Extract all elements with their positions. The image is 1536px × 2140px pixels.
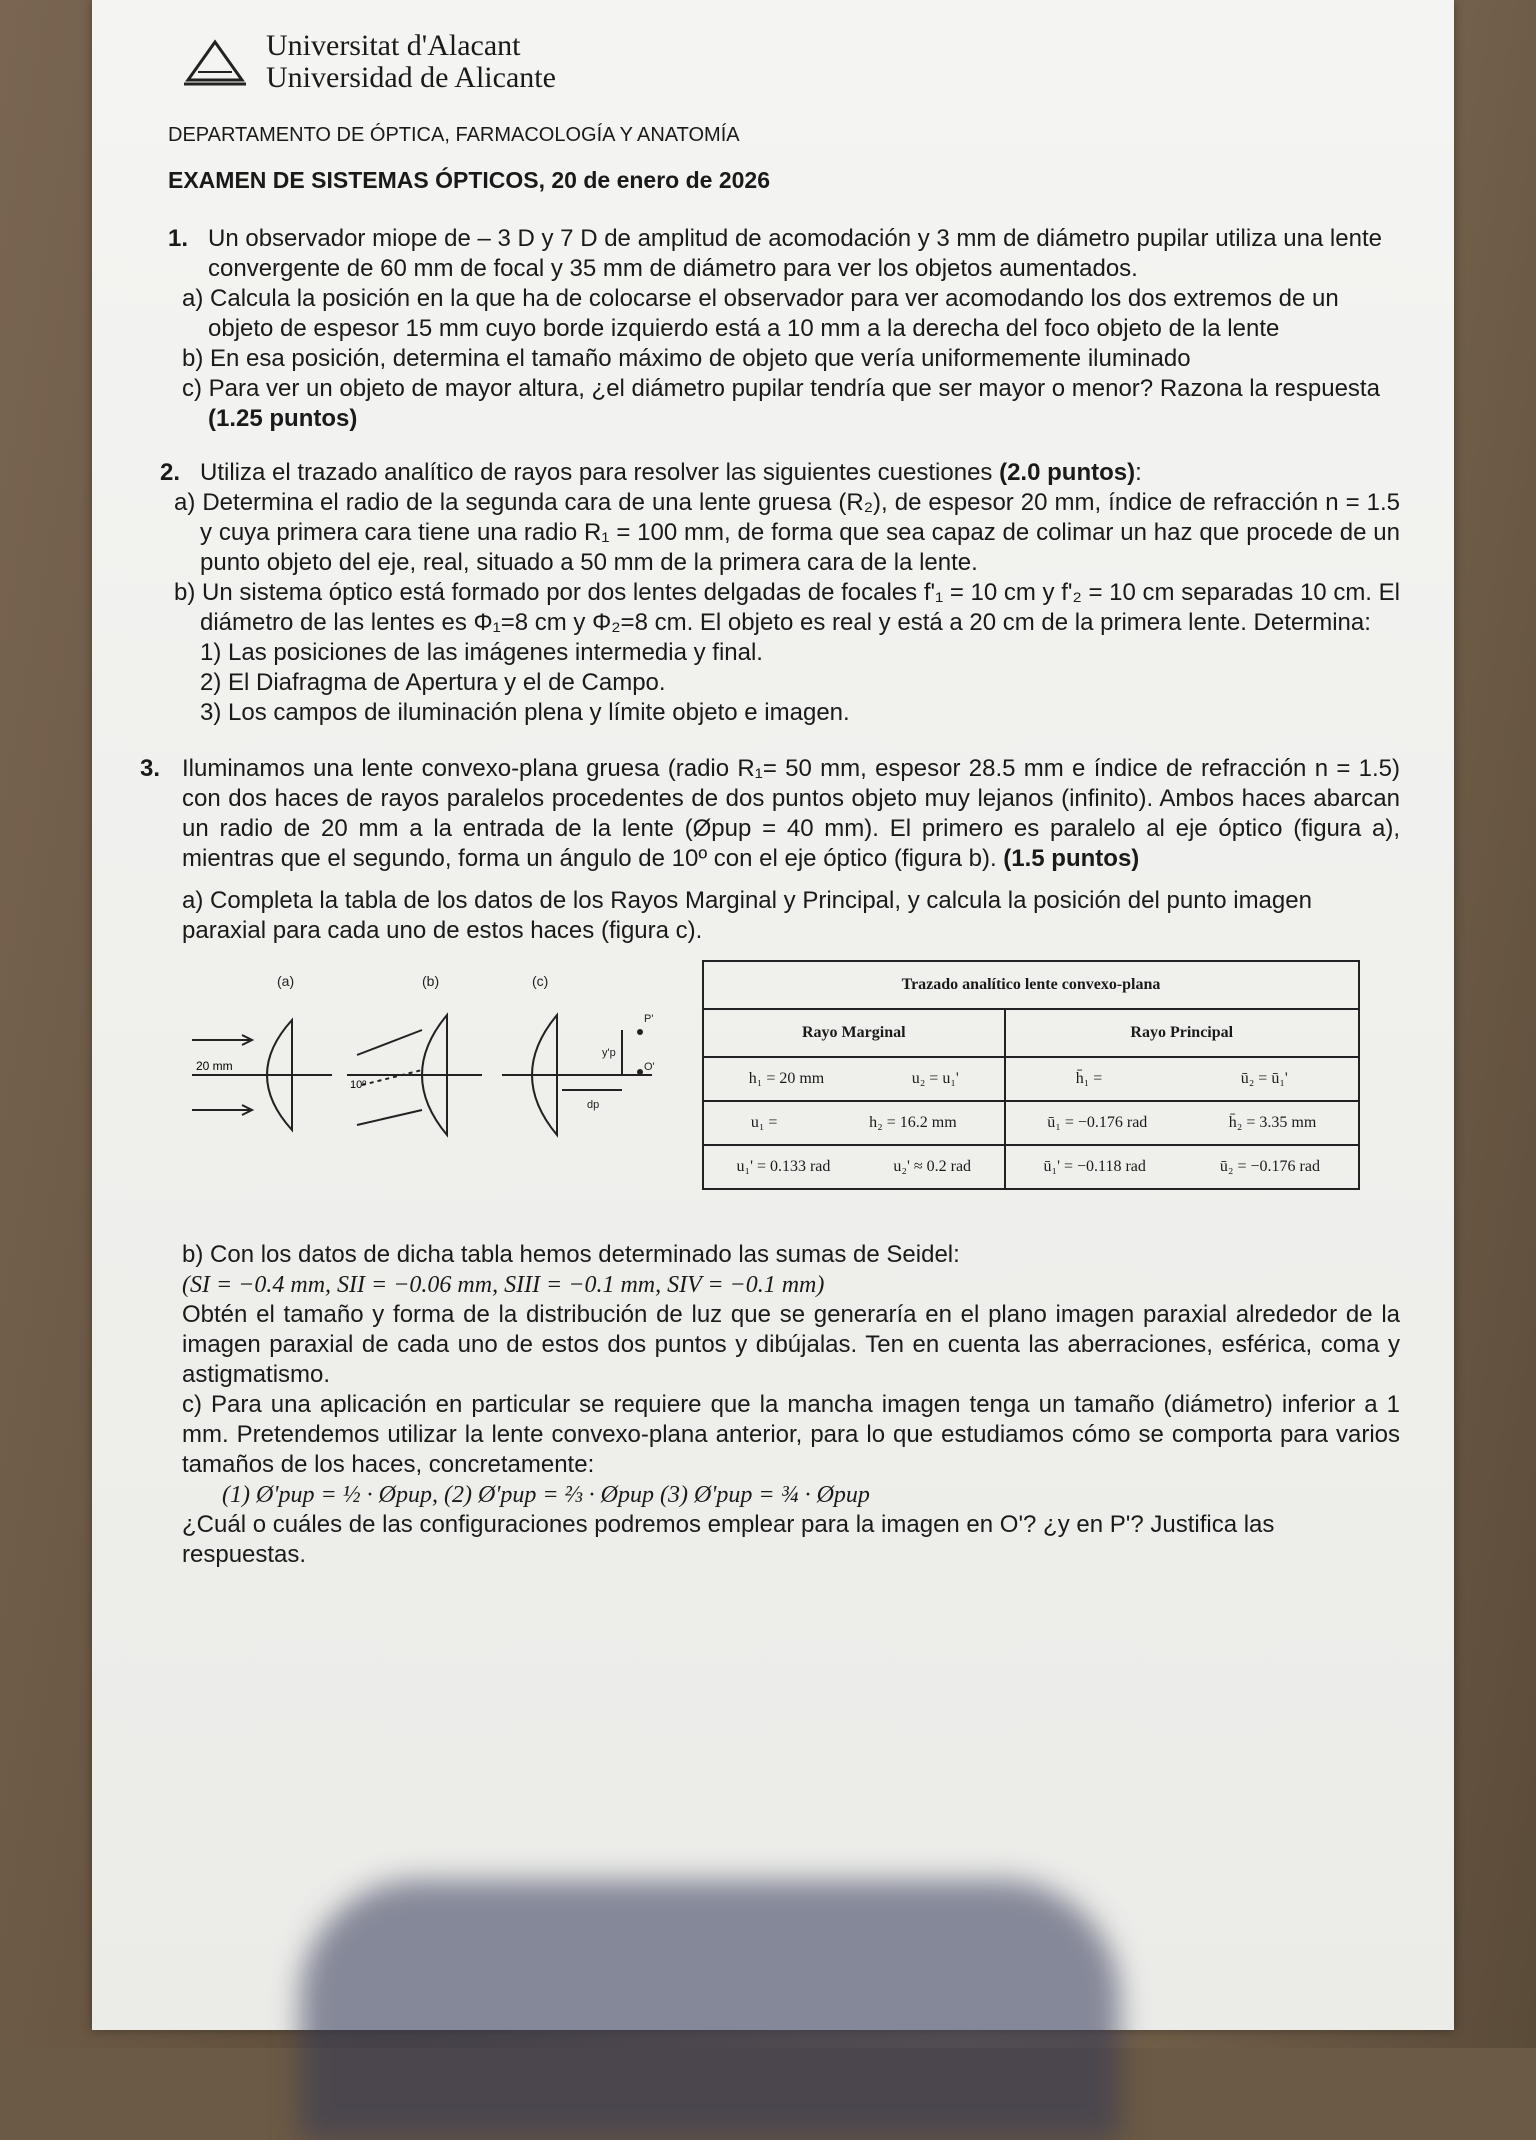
exam-content [140, 29, 1400, 1570]
subquestion-b3: 3) Los campos de iluminación plena y límite objeto e imagen. [200, 699, 850, 726]
subquestion-b: b) Con los datos de dicha tabla hemos determinado las sumas de Seidel: [182, 1241, 960, 1268]
question-1 [168, 224, 1400, 434]
department: DEPARTAMENTO DE ÓPTICA, FARMACOLOGÍA Y ANATOMÍA [168, 124, 740, 146]
table-row: u₁' = 0.133 rad u₂' ≈ 0.2 rad ū₁' = −0.118 rad ū₂ = −0.176 rad [703, 1145, 1359, 1189]
lens-diagrams [182, 960, 702, 1180]
fig-label-c: (c) [532, 973, 549, 989]
figure-c [502, 1015, 652, 1135]
question-intro: Iluminamos una lente convexo-plana gruesa (radio R₁= 50 mm, espesor 28.5 mm e índice de refracción n = 1.5) con dos haces de rayos paralelos procedentes de dos puntos objeto muy lejanos (infinito). Ambos haces abarcan un radio de 20 mm a la entrada de la lente (Øpup = 40 mm). El primero es paralelo al eje óptico (figura a), mientras que el segundo, forma un ángulo de 10º con el eje óptico (figura b). (1.5 puntos) [182, 755, 1400, 872]
fig-label-a: (a) [277, 973, 295, 989]
subquestion-a: a) Determina el radio de la segunda cara de una lente gruesa (R₂), de espesor 20 mm, índice de refracción n = 1.5 y cuya primera cara tiene una radio R₁ = 100 mm, de forma que sea capaz de colimar un haz que procede de un punto objeto del eje, real, situado a 50 mm de la primera cara de la lente. [174, 489, 1400, 576]
ray-tracing-table [702, 960, 1360, 1190]
column-principal: Rayo Principal [1005, 1009, 1359, 1057]
question-number: 2. [160, 459, 181, 486]
image-height-label: y'p [602, 1047, 616, 1059]
question-number: 1. [168, 225, 189, 252]
subquestion-b2: 2) El Diafragma de Apertura y el de Campo. [200, 669, 666, 696]
question-number: 3. [140, 755, 161, 782]
subquestion-c: c) Para ver un objeto de mayor altura, ¿el diámetro pupilar tendría que ser mayor o menor? Razona la respuesta (1.25 puntos) [182, 375, 1380, 432]
image-point-p: P' [644, 1013, 654, 1025]
question-intro: Utiliza el trazado analítico de rayos para resolver las siguientes cuestiones (2.0 puntos): [200, 459, 1142, 486]
subquestion-c: c) Para una aplicación en particular se requiere que la mancha imagen tenga un tamaño (diámetro) inferior a 1 mm. Pretendemos utilizar la lente convexo-plana anterior, para lo que estudiamos cómo se comporta para varios tamaños de los haces, concretamente: [182, 1391, 1400, 1478]
figure-a [192, 1020, 332, 1130]
subquestion-b: b) Un sistema óptico está formado por dos lentes delgadas de focales f'₁ = 10 cm y f'₂ = 10 cm separadas 10 cm. El diámetro de las lentes es Φ₁=8 cm y Φ₂=8 cm. El objeto es real y está a 20 cm de la primera lente. Determina: [174, 579, 1400, 636]
image-distance-label: dp [587, 1099, 600, 1111]
subquestion-b: b) En esa posición, determina el tamaño máximo de objeto que vería uniformemente iluminado [182, 345, 1191, 372]
university-name-es: Universidad de Alicante [266, 61, 556, 94]
question-intro: Un observador miope de – 3 D y 7 D de amplitud de acomodación y 3 mm de diámetro pupilar utiliza una lente convergente de 60 mm de focal y 35 mm de diámetro para ver los objetos aumentados. [208, 225, 1382, 282]
table-row: h₁ = 20 mm u₂ = u₁' h̄₁ = ū₂ = ū₁' [703, 1057, 1359, 1101]
points: (1.25 puntos) [208, 405, 358, 432]
question-2 [160, 458, 1400, 728]
table-row: u₁ = h₂ = 16.2 mm ū₁ = −0.176 rad h̄₂ = 3.35 mm [703, 1101, 1359, 1145]
final-question: ¿Cuál o cuáles de las configuraciones podremos emplear para la imagen en O'? ¿y en P'? Justifica las respuestas. [182, 1511, 1275, 1568]
pupil-configurations: (1) Ø'pup = ½ · Øpup, (2) Ø'pup = ⅔ · Øpup (3) Ø'pup = ¾ · Øpup [222, 1482, 870, 1508]
points: (1.5 puntos) [1003, 845, 1140, 872]
angle-label: 10º [350, 1079, 367, 1091]
figure-row [182, 960, 1400, 1190]
column-marginal: Rayo Marginal [703, 1009, 1005, 1057]
fig-label-b: (b) [422, 973, 440, 989]
photo-shadow [300, 1880, 1120, 2140]
image-point-o: O' [644, 1061, 655, 1073]
points: (2.0 puntos) [999, 459, 1136, 486]
university-name-ca: Universitat d'Alacant [266, 29, 521, 62]
subquestion-b-cont: Obtén el tamaño y forma de la distribución de luz que se generaría en el plano imagen paraxial alrededor de la imagen paraxial de cada uno de estos dos puntos y dibújalas. Ten en cuenta las aberraciones, esférica, coma y astigmatismo. [182, 1301, 1400, 1388]
university-logo-icon [180, 32, 250, 92]
subquestion-a: a) Completa la tabla de los datos de los Rayos Marginal y Principal, y calcula la posición del punto imagen paraxial para cada uno de estos haces (figura c). [182, 887, 1312, 944]
university-header [180, 30, 1400, 94]
question-3 [140, 754, 1400, 1570]
table-title: Trazado analítico lente convexo-plana [703, 961, 1359, 1009]
subquestion-a: a) Calcula la posición en la que ha de colocarse el observador para ver acomodando los dos extremos de un objeto de espesor 15 mm cuyo borde izquierdo está a 10 mm a la derecha del foco objeto de la lente [182, 285, 1339, 342]
seidel-sums: (SI = −0.4 mm, SII = −0.06 mm, SIII = −0.1 mm, SIV = −0.1 mm) [182, 1272, 825, 1298]
beam-width-label: 20 mm [196, 1059, 233, 1073]
figure-b [347, 1015, 482, 1135]
subquestion-b1: 1) Las posiciones de las imágenes intermedia y final. [200, 639, 763, 666]
exam-title: EXAMEN DE SISTEMAS ÓPTICOS, 20 de enero de 2026 [168, 167, 771, 193]
